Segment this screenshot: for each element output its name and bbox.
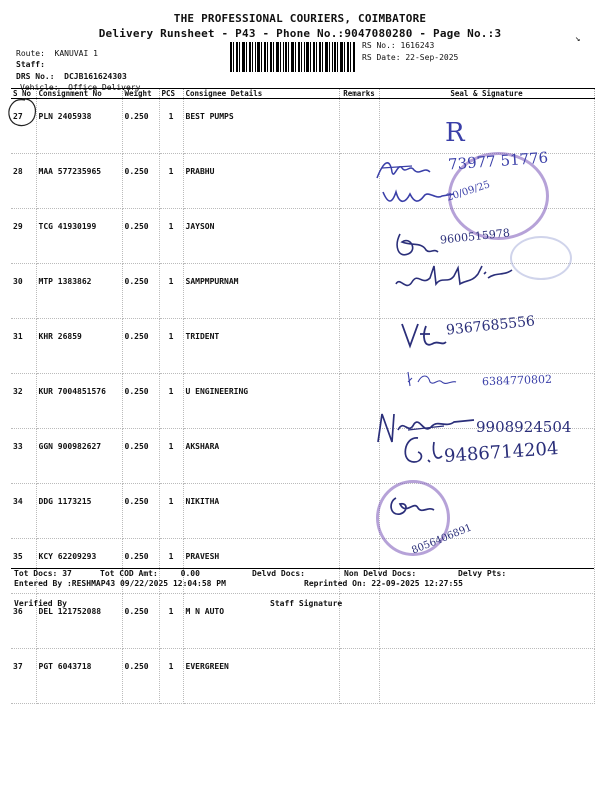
cell-weight: 0.250 <box>122 209 159 264</box>
delvd-docs-label: Delvd Docs: <box>252 569 305 578</box>
handwritten-r: R <box>445 118 465 148</box>
signature-pravesh <box>396 432 446 472</box>
cell-consignment: KCY 62209293 <box>36 539 122 594</box>
cell-seal-signature <box>379 594 594 649</box>
cell-sno: 30 <box>11 264 36 319</box>
rs-no-line <box>362 41 434 50</box>
cell-sno: 37 <box>11 649 36 704</box>
cell-consignee: PRABHU <box>183 154 339 209</box>
cell-pcs: 1 <box>159 154 183 209</box>
rs-no-value: 1616243 <box>400 41 435 50</box>
signature-akshara <box>404 368 480 390</box>
cell-pcs: 1 <box>159 649 183 704</box>
vehicle-label: Vehicle: <box>20 83 59 92</box>
col-seal-signature: Seal & Signature <box>379 89 594 99</box>
col-consignee: Consignee Details <box>183 89 339 99</box>
tot-cod-label: Tot COD Amt: <box>100 569 158 578</box>
cell-consignment: DDG 1173215 <box>36 484 122 539</box>
handwritten-phone-34: 9908924504 <box>476 418 572 436</box>
cell-remarks <box>339 99 379 154</box>
cell-consignee: SAMPMPURNAM <box>183 264 339 319</box>
table-row <box>11 649 594 704</box>
cell-consignee: BEST PUMPS <box>183 99 339 154</box>
rs-date-line <box>362 53 458 62</box>
verified-by: Verified By <box>14 599 67 608</box>
cell-pcs: 1 <box>159 264 183 319</box>
runsheet-subtitle: Delivery Runsheet - P43 - Phone No.:9047080280 - Page No.:3 <box>98 27 502 40</box>
cell-consignment: KUR 7004851576 <box>36 374 122 429</box>
delvy-pts-label: Delvy Pts: <box>458 569 507 578</box>
col-pcs: PCS <box>159 89 183 99</box>
cell-pcs: 1 <box>159 209 183 264</box>
entered-by: Entered By :RESHMAP43 09/22/2025 12:04:58 PM <box>14 579 226 588</box>
drs-label: DRS No.: <box>16 72 55 81</box>
cell-seal-signature <box>379 99 594 154</box>
cell-consignee: EVERGREEN <box>183 649 339 704</box>
cell-sno: 32 <box>11 374 36 429</box>
cell-consignee: JAYSON <box>183 209 339 264</box>
cell-consignee: PRAVESH <box>183 539 339 594</box>
cell-weight: 0.250 <box>122 264 159 319</box>
cell-sno: 36 <box>11 594 36 649</box>
cell-consignment: MAA 577235965 <box>36 154 122 209</box>
table-row <box>11 99 594 154</box>
cell-sno: 34 <box>11 484 36 539</box>
cell-consignment: TCG 41930199 <box>36 209 122 264</box>
cell-consignee: TRIDENT <box>183 319 339 374</box>
col-consignment: Consignment No <box>36 89 122 99</box>
handwritten-date-29: 20/09/25 <box>445 179 492 204</box>
cell-pcs: 1 <box>159 539 183 594</box>
cell-weight: 0.250 <box>122 154 159 209</box>
cell-seal-signature <box>379 649 594 704</box>
tot-cod <box>100 569 200 578</box>
cell-consignment: KHR 26859 <box>36 319 122 374</box>
cell-consignee: M N AUTO <box>183 594 339 649</box>
cell-sno: 31 <box>11 319 36 374</box>
cell-weight: 0.250 <box>122 594 159 649</box>
cell-weight: 0.250 <box>122 484 159 539</box>
tot-docs-value: 37 <box>62 569 72 578</box>
cell-consignment: GGN 900982627 <box>36 429 122 484</box>
handwritten-phone-30: 9600515978 <box>439 226 511 247</box>
cell-sno: 27 <box>11 99 36 154</box>
cell-remarks <box>339 374 379 429</box>
drs-value: DCJB161624303 <box>64 72 127 81</box>
cell-weight: 0.250 <box>122 319 159 374</box>
cell-sno: 28 <box>11 154 36 209</box>
col-sno: S No <box>11 89 36 99</box>
cell-pcs: 1 <box>159 429 183 484</box>
cell-consignee: AKSHARA <box>183 429 339 484</box>
handwritten-phone-28: 73977 51776 <box>447 148 549 174</box>
table-row <box>11 484 594 539</box>
route-label: Route: <box>16 49 45 58</box>
signature-u-engineering <box>398 316 448 356</box>
cell-pcs: 1 <box>159 374 183 429</box>
cell-consignment: PLN 2405938 <box>36 99 122 154</box>
tot-docs <box>14 569 72 578</box>
reprinted-on: Reprinted On: 22-09-2025 12:27:55 <box>304 579 463 588</box>
cell-sno: 29 <box>11 209 36 264</box>
barcode <box>230 42 356 72</box>
cell-pcs: 1 <box>159 319 183 374</box>
cell-pcs: 1 <box>159 594 183 649</box>
cell-weight: 0.250 <box>122 429 159 484</box>
company-title: THE PROFESSIONAL COURIERS, COIMBATORE <box>173 12 427 25</box>
cell-consignment: DEL 121752088 <box>36 594 122 649</box>
staff-signature: Staff Signature <box>270 599 343 608</box>
cell-consignment: PGT 6043718 <box>36 649 122 704</box>
corner-mark: ↘ <box>575 34 581 44</box>
cell-remarks <box>339 649 379 704</box>
cell-remarks <box>339 319 379 374</box>
handwritten-phone-37: 8056406891 <box>410 522 474 557</box>
route-value: KANUVAI 1 <box>54 49 98 58</box>
col-remarks: Remarks <box>339 89 379 99</box>
cell-remarks <box>339 209 379 264</box>
handwritten-phone-33: 6384770802 <box>481 372 553 389</box>
col-weight: Weight <box>122 89 159 99</box>
non-delvd-docs-label: Non Delvd Docs: <box>344 569 417 578</box>
cell-sno: 35 <box>11 539 36 594</box>
cell-remarks <box>339 264 379 319</box>
cell-sno: 33 <box>11 429 36 484</box>
cell-remarks <box>339 429 379 484</box>
cell-consignee: NIKITHA <box>183 484 339 539</box>
circle-mark <box>5 96 39 130</box>
cell-pcs: 1 <box>159 484 183 539</box>
cell-consignment: MTP 1383862 <box>36 264 122 319</box>
rs-date-label: RS Date: <box>362 53 401 62</box>
signature-sampmpurnam <box>392 228 442 262</box>
table-header-row <box>11 89 594 99</box>
rs-date-value: 22-Sep-2025 <box>405 53 459 62</box>
signature-trident <box>392 262 522 296</box>
signature-m-n-auto <box>386 490 436 526</box>
cell-consignee: U ENGINEERING <box>183 374 339 429</box>
cell-remarks <box>339 484 379 539</box>
handwritten-phone-35: 9486714204 <box>443 438 560 467</box>
cell-weight: 0.250 <box>122 539 159 594</box>
staff-label: Staff: <box>16 60 45 69</box>
cell-weight: 0.250 <box>122 649 159 704</box>
cell-remarks <box>339 594 379 649</box>
tot-cod-value: 0.00 <box>180 569 200 578</box>
tot-docs-label: Tot Docs: <box>14 569 58 578</box>
cell-weight: 0.250 <box>122 99 159 154</box>
vehicle-value: Office Delivery <box>68 83 141 92</box>
cell-pcs: 1 <box>159 99 183 154</box>
handwritten-phone-32: 9367685556 <box>445 313 536 339</box>
rs-no-label: RS No.: <box>362 41 396 50</box>
cell-weight: 0.250 <box>122 374 159 429</box>
